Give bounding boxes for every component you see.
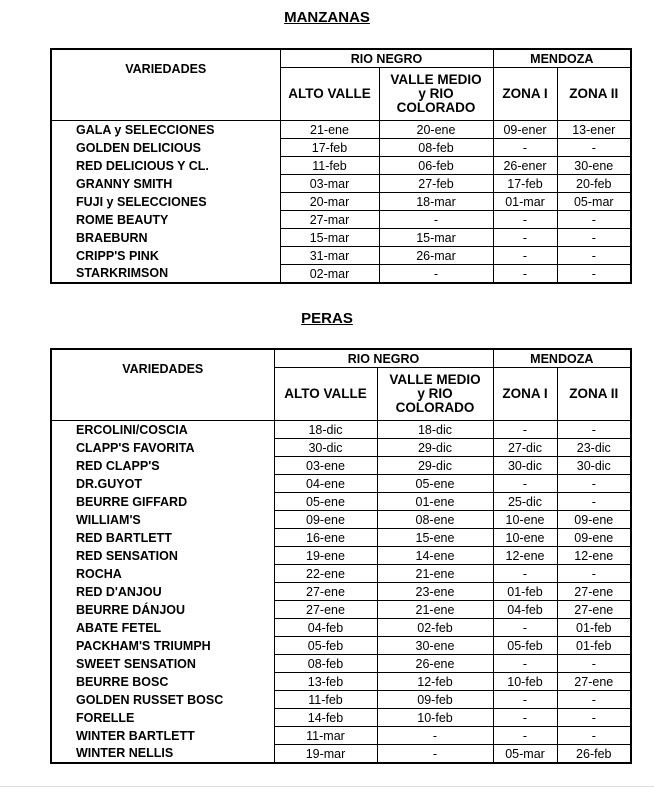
variety-name: GOLDEN RUSSET BOSC [51,691,274,709]
table-row [51,745,631,764]
zona-2-header: ZONA II [557,68,631,121]
date-cell-zona1: - [493,421,557,439]
table-row [51,211,631,229]
date-cell-alto-valle: 09-ene [274,511,377,529]
date-cell-zona2: - [557,655,631,673]
variety-name: DR.GUYOT [51,475,274,493]
date-cell-alto-valle: 16-ene [274,529,377,547]
table-row [51,139,631,157]
date-cell-valle-medio: 01-ene [377,493,493,511]
date-cell-zona1: 05-feb [493,637,557,655]
date-cell-alto-valle: 11-mar [274,727,377,745]
date-cell-alto-valle: 20-mar [280,193,379,211]
date-cell-zona2: 27-ene [557,673,631,691]
table-row [51,691,631,709]
table-row [51,727,631,745]
date-cell-zona2: 09-ene [557,511,631,529]
variety-name: BEURRE GIFFARD [51,493,274,511]
zona-2-header: ZONA II [557,368,631,421]
date-cell-zona2: 27-ene [557,583,631,601]
date-cell-zona1: - [493,727,557,745]
table-row [51,175,631,193]
date-cell-zona2: - [557,475,631,493]
date-cell-zona2: 26-feb [557,745,631,764]
table-row [51,193,631,211]
date-cell-zona1: 10-feb [493,673,557,691]
date-cell-zona2: - [557,265,631,284]
valle-medio-line2: y RIO [418,86,454,101]
table-row [51,247,631,265]
date-cell-zona2: - [557,139,631,157]
date-cell-zona2: 23-dic [557,439,631,457]
date-cell-valle-medio: 21-ene [377,601,493,619]
date-cell-zona1: 10-ene [493,529,557,547]
date-cell-zona2: 13-ener [557,121,631,139]
date-cell-zona2: - [557,565,631,583]
date-cell-zona1: - [493,265,557,284]
table-row [51,619,631,637]
table-row [51,655,631,673]
date-cell-zona2: 12-ene [557,547,631,565]
date-cell-zona1: 25-dic [493,493,557,511]
variety-name: BEURRE DÁNJOU [51,601,274,619]
date-cell-alto-valle: 17-feb [280,139,379,157]
table-row [51,673,631,691]
variety-name: STARKRIMSON [51,265,280,284]
date-cell-zona1: - [493,691,557,709]
table-row [51,565,631,583]
date-cell-zona1: 09-ener [493,121,557,139]
date-cell-alto-valle: 11-feb [280,157,379,175]
date-cell-valle-medio: 30-ene [377,637,493,655]
valle-medio-header [377,368,493,421]
variety-name: ERCOLINI/COSCIA [51,421,274,439]
date-cell-valle-medio: 15-ene [377,529,493,547]
date-cell-alto-valle: 03-ene [274,457,377,475]
variety-name: SWEET SENSATION [51,655,274,673]
date-cell-alto-valle: 15-mar [280,229,379,247]
date-cell-valle-medio: - [377,727,493,745]
table-row [51,583,631,601]
table-row [51,529,631,547]
date-cell-valle-medio: 08-feb [379,139,493,157]
date-cell-valle-medio: 08-ene [377,511,493,529]
variety-name: CLAPP'S FAVORITA [51,439,274,457]
date-cell-alto-valle: 27-mar [280,211,379,229]
alto-valle-header: ALTO VALLE [274,368,377,421]
table-row [51,475,631,493]
valle-medio-header [379,68,493,121]
variety-name: BEURRE BOSC [51,673,274,691]
rio-negro-header: RIO NEGRO [274,349,493,368]
table-row [51,511,631,529]
variety-name: WINTER NELLIS [51,745,274,764]
date-cell-zona1: - [493,709,557,727]
date-cell-zona1: 17-feb [493,175,557,193]
date-cell-zona2: 30-dic [557,457,631,475]
manzanas-table [50,48,632,284]
date-cell-zona1: 27-dic [493,439,557,457]
variety-name: ABATE FETEL [51,619,274,637]
variety-name: GALA y SELECCIONES [51,121,280,139]
peras-table [50,348,632,764]
variety-name: ROCHA [51,565,274,583]
date-cell-zona2: - [557,691,631,709]
variety-name: RED CLAPP'S [51,457,274,475]
header-row-regions [51,349,631,368]
date-cell-alto-valle: 08-feb [274,655,377,673]
date-cell-valle-medio: 06-feb [379,157,493,175]
date-cell-alto-valle: 04-feb [274,619,377,637]
table-row [51,265,631,284]
date-cell-zona2: 05-mar [557,193,631,211]
date-cell-zona1: 26-ener [493,157,557,175]
date-cell-zona2: - [557,727,631,745]
date-cell-alto-valle: 27-ene [274,583,377,601]
date-cell-valle-medio: - [377,745,493,764]
table-row [51,457,631,475]
date-cell-zona1: 30-dic [493,457,557,475]
table-row [51,439,631,457]
date-cell-zona1: 04-feb [493,601,557,619]
variety-name: WILLIAM'S [51,511,274,529]
variety-name: CRIPP'S PINK [51,247,280,265]
date-cell-zona2: 20-feb [557,175,631,193]
date-cell-valle-medio: 21-ene [377,565,493,583]
variety-name: RED DELICIOUS Y CL. [51,157,280,175]
valle-medio-line2: y RIO [417,386,453,401]
date-cell-alto-valle: 05-feb [274,637,377,655]
variety-name: FORELLE [51,709,274,727]
date-cell-valle-medio: 26-ene [377,655,493,673]
date-cell-zona1: - [493,475,557,493]
date-cell-zona2: - [557,493,631,511]
manzanas-title: MANZANAS [284,9,370,26]
peras-title: PERAS [301,310,353,327]
date-cell-valle-medio: - [379,265,493,284]
variety-name: RED SENSATION [51,547,274,565]
valle-medio-line1: VALLE MEDIO [389,372,481,387]
date-cell-zona2: 01-feb [557,619,631,637]
table-row [51,547,631,565]
date-cell-alto-valle: 19-ene [274,547,377,565]
variety-name: RED BARTLETT [51,529,274,547]
manzanas-table-body [51,49,631,283]
date-cell-alto-valle: 22-ene [274,565,377,583]
date-cell-valle-medio: 27-feb [379,175,493,193]
date-cell-zona1: 01-feb [493,583,557,601]
date-cell-alto-valle: 02-mar [280,265,379,284]
date-cell-zona1: - [493,247,557,265]
date-cell-zona2: - [557,709,631,727]
date-cell-zona2: 27-ene [557,601,631,619]
date-cell-zona1: 12-ene [493,547,557,565]
variety-name: ROME BEAUTY [51,211,280,229]
table-row [51,121,631,139]
date-cell-zona2: - [557,211,631,229]
table-row [51,157,631,175]
date-cell-alto-valle: 19-mar [274,745,377,764]
variedades-header: VARIEDADES [51,349,274,421]
variety-name: RED D'ANJOU [51,583,274,601]
date-cell-valle-medio: 14-ene [377,547,493,565]
date-cell-valle-medio: 10-feb [377,709,493,727]
date-cell-valle-medio: 29-dic [377,457,493,475]
peras-table-body [51,349,631,763]
date-cell-zona2: 30-ene [557,157,631,175]
date-cell-valle-medio: 18-mar [379,193,493,211]
table-row [51,637,631,655]
header-row-regions [51,49,631,68]
date-cell-zona2: - [557,247,631,265]
date-cell-zona1: - [493,211,557,229]
date-cell-alto-valle: 04-ene [274,475,377,493]
variedades-header: VARIEDADES [51,49,280,121]
date-cell-zona1: 01-mar [493,193,557,211]
date-cell-valle-medio: 05-ene [377,475,493,493]
mendoza-header: MENDOZA [493,49,631,68]
valle-medio-line3: COLORADO [396,100,476,115]
date-cell-valle-medio: 02-feb [377,619,493,637]
date-cell-zona2: - [557,229,631,247]
valle-medio-line3: COLORADO [395,400,475,415]
date-cell-valle-medio: - [379,211,493,229]
date-cell-alto-valle: 18-dic [274,421,377,439]
table-row [51,421,631,439]
zona-1-header: ZONA I [493,68,557,121]
date-cell-valle-medio: 12-feb [377,673,493,691]
variety-name: GOLDEN DELICIOUS [51,139,280,157]
date-cell-valle-medio: 23-ene [377,583,493,601]
date-cell-zona1: 05-mar [493,745,557,764]
alto-valle-header: ALTO VALLE [280,68,379,121]
table-row [51,229,631,247]
table-row [51,709,631,727]
date-cell-zona1: - [493,655,557,673]
date-cell-alto-valle: 11-feb [274,691,377,709]
date-cell-valle-medio: 26-mar [379,247,493,265]
rio-negro-header: RIO NEGRO [280,49,493,68]
date-cell-alto-valle: 31-mar [280,247,379,265]
variety-name: PACKHAM'S TRIUMPH [51,637,274,655]
date-cell-zona2: 09-ene [557,529,631,547]
date-cell-zona1: - [493,229,557,247]
page-bottom-divider [0,786,654,787]
zona-1-header: ZONA I [493,368,557,421]
valle-medio-line1: VALLE MEDIO [390,72,482,87]
table-row [51,493,631,511]
date-cell-alto-valle: 27-ene [274,601,377,619]
date-cell-valle-medio: 20-ene [379,121,493,139]
date-cell-alto-valle: 13-feb [274,673,377,691]
date-cell-zona1: - [493,139,557,157]
variety-name: BRAEBURN [51,229,280,247]
date-cell-valle-medio: 09-feb [377,691,493,709]
date-cell-alto-valle: 14-feb [274,709,377,727]
date-cell-zona1: - [493,565,557,583]
date-cell-zona2: 01-feb [557,637,631,655]
date-cell-valle-medio: 29-dic [377,439,493,457]
date-cell-zona2: - [557,421,631,439]
date-cell-alto-valle: 21-ene [280,121,379,139]
variety-name: WINTER BARTLETT [51,727,274,745]
date-cell-alto-valle: 03-mar [280,175,379,193]
date-cell-valle-medio: 18-dic [377,421,493,439]
date-cell-zona1: - [493,619,557,637]
variety-name: GRANNY SMITH [51,175,280,193]
table-row [51,601,631,619]
date-cell-zona1: 10-ene [493,511,557,529]
date-cell-alto-valle: 05-ene [274,493,377,511]
date-cell-alto-valle: 30-dic [274,439,377,457]
mendoza-header: MENDOZA [493,349,631,368]
date-cell-valle-medio: 15-mar [379,229,493,247]
variety-name: FUJI y SELECCIONES [51,193,280,211]
